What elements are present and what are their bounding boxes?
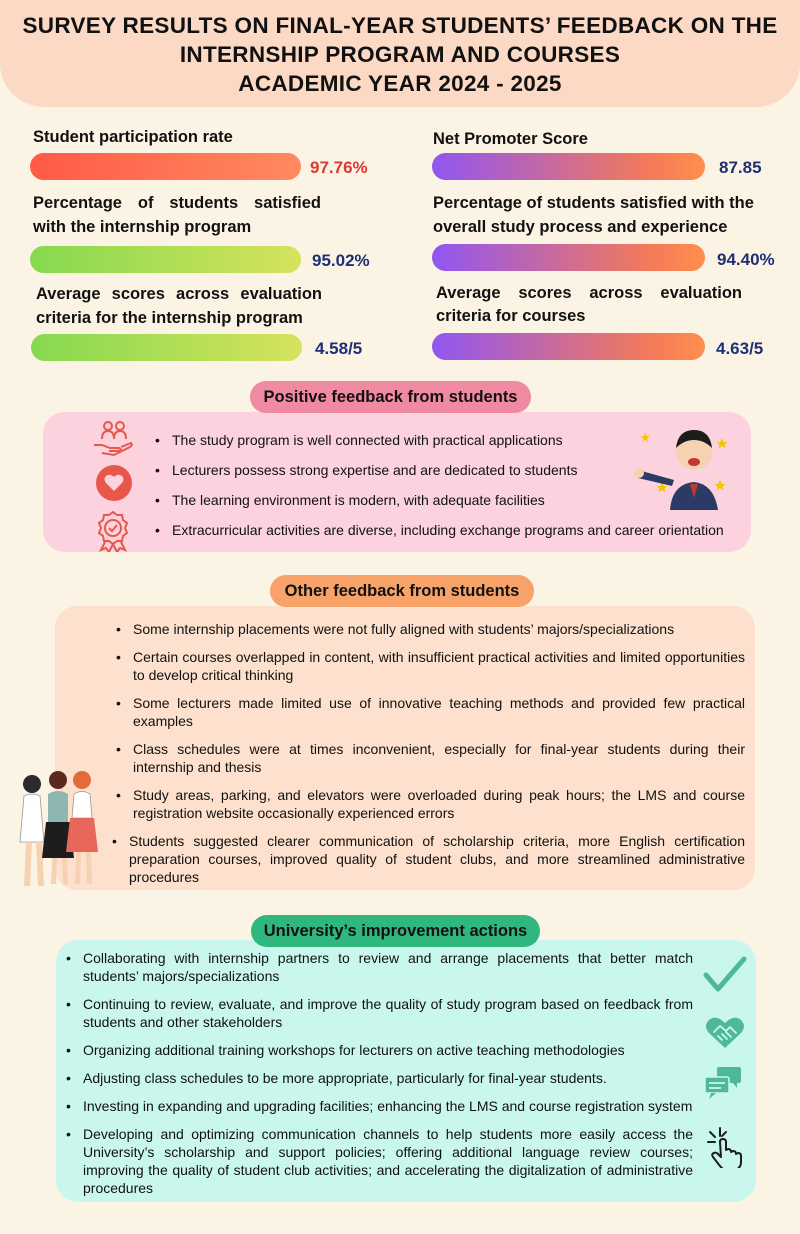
title-line-2: INTERNSHIP PROGRAM AND COURSES [179, 42, 621, 67]
list-item: • Developing and optimizing communication channels to help students more easily access the University’s scholarship and support policies; offering additional language review courses; improving the quality of student club activities; and accelerating the digitalization of administrative procedures [63, 1125, 693, 1197]
study-satisfaction-value: 94.40% [717, 250, 775, 269]
nps-label: Net Promoter Score [433, 130, 588, 148]
nps-bar [432, 153, 705, 180]
participation-label: Student participation rate [33, 128, 233, 146]
internship-score-label-1: Average scores across evaluation [36, 285, 322, 303]
internship-satisfaction-label-1: Percentage of students satisfied [33, 194, 321, 212]
participation-value: 97.76% [310, 158, 368, 177]
list-item: • Continuing to review, evaluate, and improve the quality of study program based on feedback from students and other stakeholders [63, 995, 693, 1031]
list-item: • Organizing additional training workshops for lecturers on active teaching methodologies [63, 1041, 693, 1059]
list-item: • Investing in expanding and upgrading facilities; enhancing the LMS and course registration system [63, 1097, 693, 1115]
list-item: • Study areas, parking, and elevators were overloaded during peak hours; the LMS and course registration website occasionally experienced errors [113, 786, 745, 822]
list-item: • Collaborating with internship partners to review and arrange placements that better match students’ majors/specializations [63, 949, 693, 985]
list-item: • Adjusting class schedules to be more appropriate, particularly for final-year students. [63, 1069, 693, 1087]
award-ribbon-icon [95, 510, 131, 552]
internship-score-value: 4.58/5 [315, 339, 363, 358]
other-feedback-title: Other feedback from students [270, 575, 534, 607]
list-item: • Students suggested clearer communication of scholarship criteria, more English certification preparation courses, improved quality of student clubs, and more streamlined administrative procedures [109, 832, 745, 886]
internship-satisfaction-bar [30, 246, 301, 273]
list-item: • Some lecturers made limited use of innovative teaching methods and provided few practical examples [113, 694, 745, 730]
list-item: • The study program is well connected with practical applications [152, 431, 592, 449]
businessman-illustration [632, 418, 732, 510]
students-illustration [18, 762, 102, 890]
course-score-bar [432, 333, 705, 360]
hand-people-icon [92, 419, 134, 457]
study-satisfaction-label-1: Percentage of students satisfied with the [433, 194, 754, 212]
internship-score-bar [31, 334, 302, 361]
participation-bar [30, 153, 301, 180]
list-item: • Some internship placements were not fully aligned with students’ majors/specializations [113, 620, 745, 638]
list-item: • Extracurricular activities are diverse, including exchange programs and career orientation [152, 521, 752, 539]
title-line-3: ACADEMIC YEAR 2024 - 2025 [238, 71, 562, 96]
study-satisfaction-bar [432, 244, 705, 271]
chat-bubbles-icon [703, 1065, 743, 1101]
pointer-click-icon [704, 1124, 748, 1168]
check-icon [702, 955, 748, 995]
course-score-label-1: Average scores across evaluation [436, 284, 742, 302]
list-item: • Class schedules were at times inconvenient, especially for final-year students during their internship and thesis [113, 740, 745, 776]
title-line-1: SURVEY RESULTS ON FINAL-YEAR STUDENTS’ FEEDBACK ON THE [22, 13, 778, 38]
positive-feedback-list [152, 431, 724, 539]
list-item: • Certain courses overlapped in content, with insufficient practical activities and limited opportunities to develop critical thinking [113, 648, 745, 684]
course-score-value: 4.63/5 [716, 339, 764, 358]
other-feedback-list [113, 620, 745, 886]
internship-score-label-2: criteria for the internship program [36, 309, 303, 327]
positive-feedback-title: Positive feedback from students [250, 381, 531, 413]
internship-satisfaction-value: 95.02% [312, 251, 370, 270]
list-item: • Lecturers possess strong expertise and are dedicated to students [152, 461, 592, 479]
internship-satisfaction-label-2: with the internship program [33, 218, 252, 236]
list-item: • The learning environment is modern, with adequate facilities [152, 491, 592, 509]
title-banner [0, 0, 800, 107]
nps-value: 87.85 [719, 158, 762, 177]
improvement-actions-title: University’s improvement actions [251, 915, 540, 947]
improvement-actions-list [63, 949, 693, 1197]
handshake-icon [705, 1014, 745, 1050]
heart-icon [95, 464, 133, 502]
study-satisfaction-label-2: overall study process and experience [433, 218, 728, 236]
course-score-label-2: criteria for courses [436, 307, 586, 325]
